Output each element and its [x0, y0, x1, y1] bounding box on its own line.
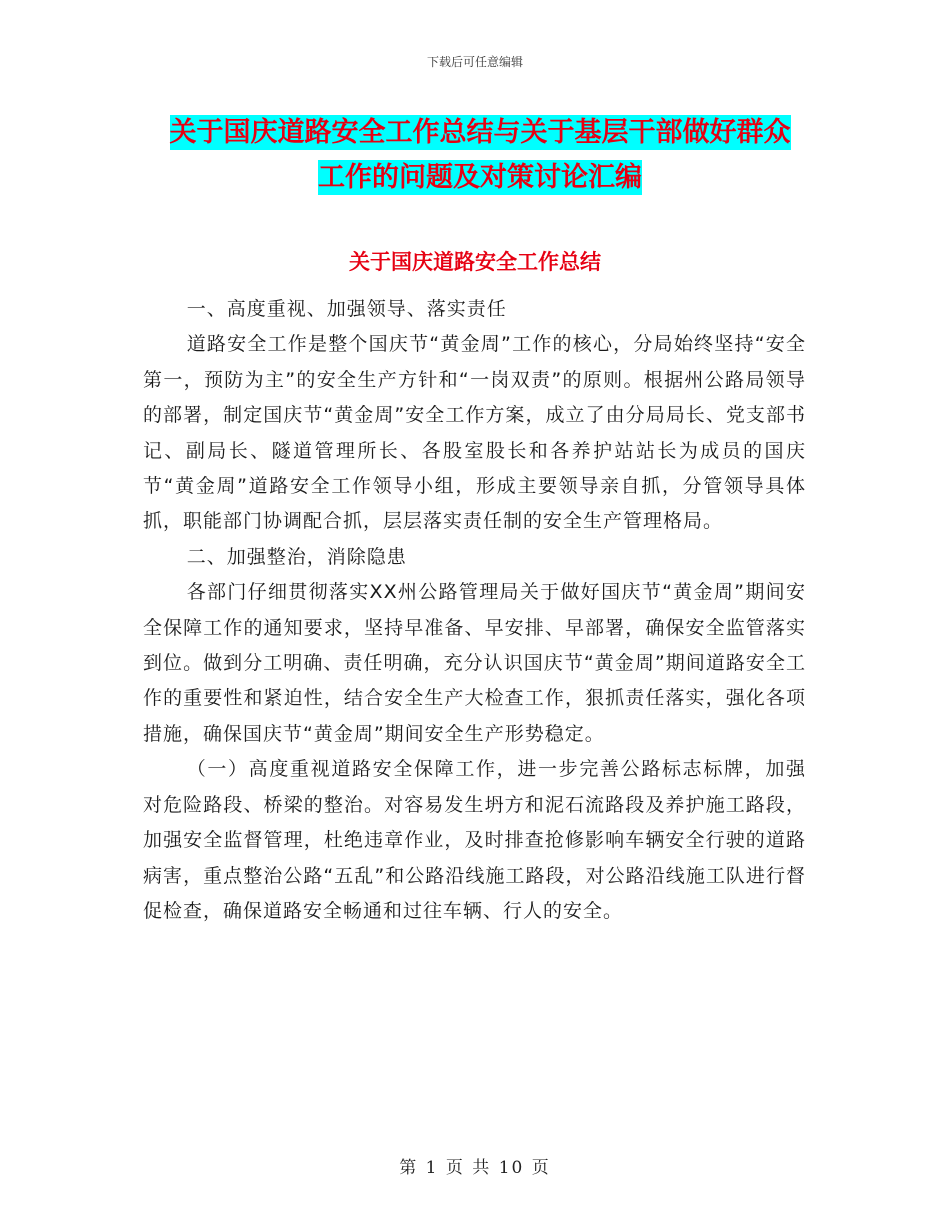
title-line-1: 关于国庆道路安全工作总结与关于基层干部做好群众: [169, 117, 791, 148]
paragraph-2: 各部门仔细贯彻落实XX州公路管理局关于做好国庆节“黄金周”期间安全保障工作的通知要求，坚持早准备、早安排、早部署，确保安全监管落实到位。做到分工明确、责任明确，充分认识国庆节“黄金周”期间道路安全工作的重要性和紧迫性，结合安全生产大检查工作，狠抓责任落实，强化各项措施，确保国庆节“黄金周”期间安全生产形势稳定。: [143, 581, 806, 745]
page-footer: 第 1 页 共 10 页: [399, 1158, 551, 1178]
document-title: [140, 110, 820, 200]
section-title: 关于国庆道路安全工作总结: [349, 250, 601, 274]
paragraph-3: （一）高度重视道路安全保障工作，进一步完善公路标志标牌，加强对危险路段、桥梁的整治。对容易发生坍方和泥石流路段及养护施工路段，加强安全监督管理，杜绝违章作业，及时排查抢修影响车辆安全行驶的道路病害，重点整治公路“五乱”和公路沿线施工路段，对公路沿线施工队进行督促检查，确保道路安全畅通和过往车辆、行人的安全。: [143, 758, 806, 922]
heading-2: 二、加强整治，消除隐患: [186, 545, 407, 568]
title-line-2: 工作的问题及对策讨论汇编: [318, 162, 642, 193]
heading-1: 一、高度重视、加强领导、落实责任: [186, 298, 507, 320]
body-text: [143, 292, 806, 929]
paragraph-1: 道路安全工作是整个国庆节“黄金周”工作的核心，分局始终坚持“安全第一，预防为主”的安全生产方针和“一岗双责”的原则。根据州公路局领导的部署，制定国庆节“黄金周”安全工作方案，成立了由分局局长、党支部书记、副局长、隧道管理所长、各股室股长和各养护站站长为成员的国庆节“黄金周”道路安全工作领导小组，形成主要领导亲自抓，分管领导具体抓，职能部门协调配合抓，层层落实责任制的安全生产管理格局。: [143, 333, 806, 533]
header-note: 下载后可任意编辑: [426, 55, 523, 69]
